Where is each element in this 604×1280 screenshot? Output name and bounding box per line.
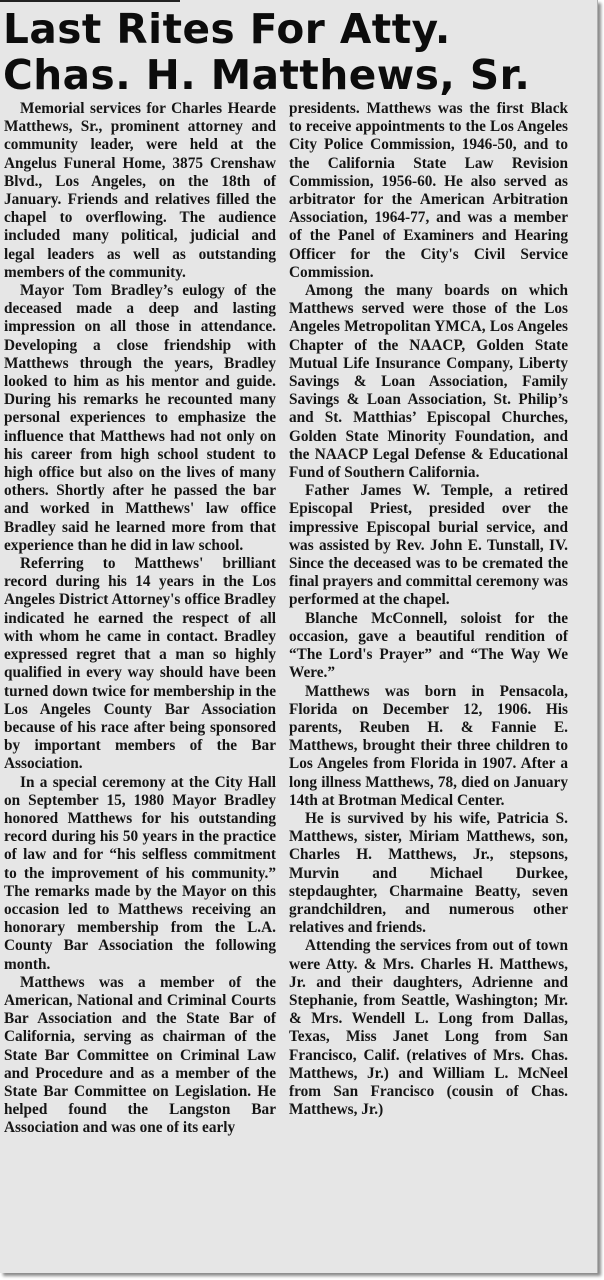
paragraph-district-attorney-record: Referring to Matthews' brilliant record during his 14 years in the Los Angeles District Attorney's office Bradley indicated he earned the respect of all with whom he came in contact. Bradley expressed regret that a man so highly qualified in every way should have been turned down twice for membership in the Los Angeles County Bar Association because of his race after being sponsored by important members of the Bar Association. bbox=[4, 555, 276, 773]
paragraph-boards-served: Among the many boards on which Matthews served were those of the Los Angeles Metropolitan YMCA, Los Angeles Chapter of the NAACP, Golden State Mutual Life Insurance Company, Liberty Savings & Loan Association, Family Savings & Loan Association, St. Philip’s and St. Matthias’ Episcopal Churches, Golden State Minority Foundation, and the NAACP Legal Defense & Educational Fund of Southern California. bbox=[289, 282, 568, 482]
article-column-left bbox=[4, 100, 276, 1138]
paragraph-memorial-services: Memorial services for Charles Hearde Matthews, Sr., prominent attorney and community leader, were held at the Angelus Funeral Home, 3875 Crenshaw Blvd., Los Angeles, on the 18th of January. Friends and relatives filled the chapel to overflowing. The audience included many political, judicial and legal leaders as well as outstanding members of the community. bbox=[4, 100, 276, 281]
paragraph-survivors: He is survived by his wife, Patricia S. Matthews, sister, Miriam Matthews, son, Charles H. Matthews, Jr., stepsons, Murvin and Michael Durkee, stepdaughter, Charmaine Beatty, seven grandchildren, and numerous other relatives and friends. bbox=[289, 809, 568, 937]
paragraph-birth-and-death: Matthews was born in Pensacola, Florida on December 12, 1906. His parents, Reuben H. & Fannie E. Matthews, brought their three children to Los Angeles from Florida in 1907. After a long illness Matthews, 78, died on January 14th at Brotman Medical Center. bbox=[289, 682, 568, 809]
paragraph-appointments-continued: presidents. Matthews was the first Black to receive appointments to the Los Angeles City Police Commission, 1946-50, and to the California State Law Revision Commission, 1956-60. He also served as arbitrator for the American Arbitration Association, 1964-77, and was a member of the Panel of Examiners and Hearing Officer for the City's Civil Service Commission. bbox=[289, 100, 568, 281]
paragraph-burial-service: Father James W. Temple, a retired Episcopal Priest, presided over the impressive Episcopal burial service, and was assisted by Rev. John E. Tunstall, IV. Since the deceased was to be cremated the final prayers and committal ceremony was performed at the chapel. bbox=[289, 482, 568, 609]
paragraph-city-hall-ceremony: In a special ceremony at the City Hall on September 15, 1980 Mayor Bradley honored Matthews for his outstanding record during his 50 years in the practice of law and for “his selfless commitment to the improvement of his community.” The remarks made by the Mayor on this occasion led to Matthews receiving an honorary membership from the L.A. County Bar Association the following month. bbox=[4, 773, 276, 973]
paragraph-out-of-town-attendees: Attending the services from out of town were Atty. & Mrs. Charles H. Matthews, Jr. and their daughters, Adrienne and Stephanie, from Seattle, Washington; Mr. & Mrs. Wendell L. Long from Dallas, Texas, Miss Janet Long from San Francisco, Calif. (relatives of Mrs. Chas. Matthews, Jr.) and William L. McNeel from San Francisco (cousin of Chas. Matthews, Jr.) bbox=[289, 937, 568, 1119]
top-rule bbox=[0, 0, 180, 2]
article-column-right bbox=[289, 100, 568, 1119]
headline-line-1: Last Rites For Atty. bbox=[3, 5, 451, 53]
headline bbox=[3, 6, 587, 98]
headline-line-2: Chas. H. Matthews, Sr. bbox=[3, 51, 531, 99]
paragraph-soloist: Blanche McConnell, soloist for the occasion, gave a beautiful rendition of “The Lord's Prayer” and “The Way We Were.” bbox=[289, 609, 568, 682]
paragraph-bradley-eulogy: Mayor Tom Bradley’s eulogy of the deceased made a deep and lasting impression on all those in attendance. Developing a close friendship with Matthews through the years, Bradley looked to him as his mentor and guide. During his remarks he recounted many personal experiences to emphasize the influence that Matthews had not only on his career from high school student to high office but also on the lives of many others. Shortly after he passed the bar and worked in Matthews' law office Bradley said he learned more from that experience than he did in law school. bbox=[4, 282, 276, 554]
paragraph-bar-memberships: Matthews was a member of the American, National and Criminal Courts Bar Association and the State Bar of California, serving as chairman of the State Bar Committee on Criminal Law and Procedure and as a member of the State Bar Committee on Legislation. He helped found the Langston Bar Association and was one of its early bbox=[4, 973, 276, 1137]
